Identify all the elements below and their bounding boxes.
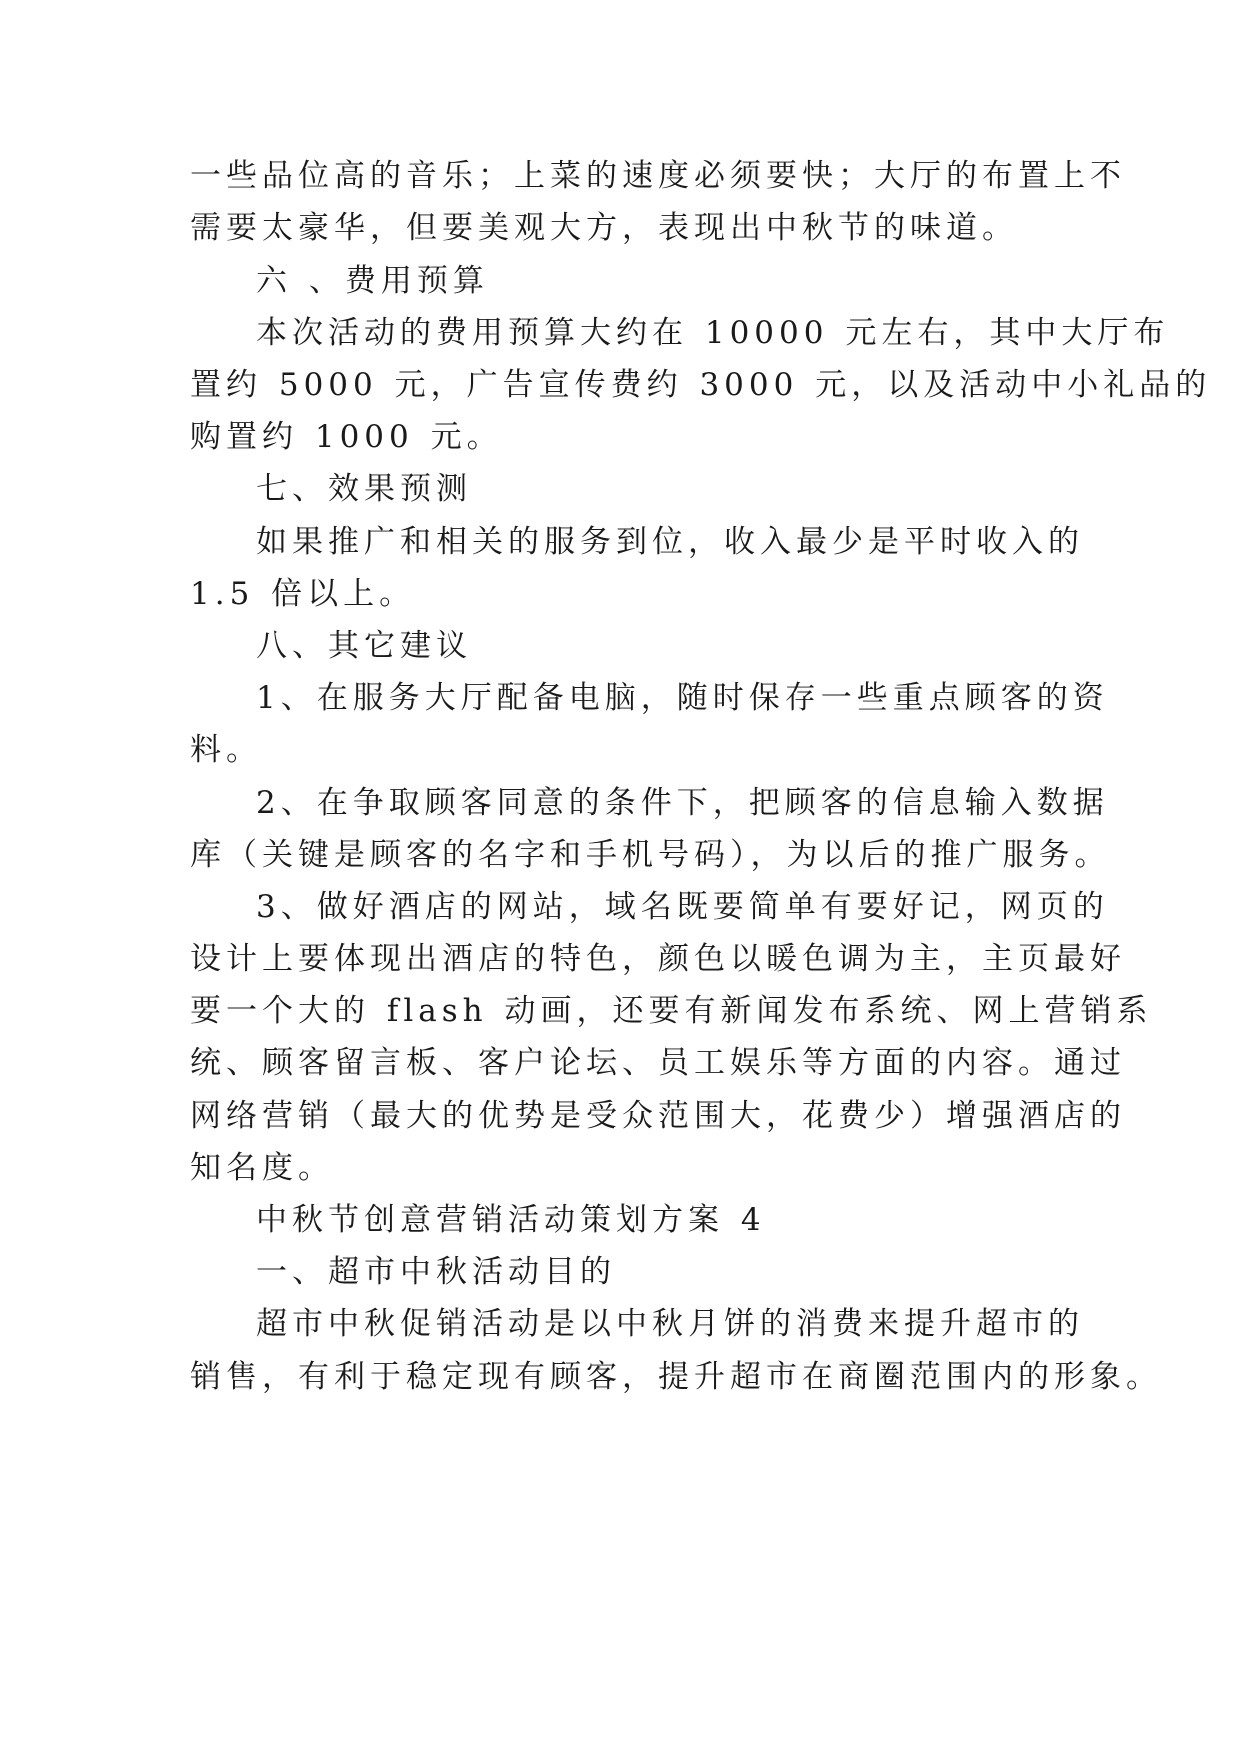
paragraph-line: 料。 (190, 732, 262, 768)
paragraph-line: 1、在服务大厅配备电脑，随时保存一些重点顾客的资 (256, 680, 1109, 716)
paragraph-line: 设计上要体现出酒店的特色，颜色以暖色调为主，主页最好 (190, 941, 1126, 977)
paragraph-line: 如果推广和相关的服务到位，收入最少是平时收入的 (256, 524, 1084, 560)
paragraph-line: 需要太豪华，但要美观大方，表现出中秋节的味道。 (190, 210, 1018, 246)
paragraph-line: 置约 5000 元，广告宣传费约 3000 元，以及活动中小礼品的 (190, 367, 1212, 403)
paragraph-line: 要一个大的 flash 动画，还要有新闻发布系统、网上营销系 (190, 993, 1153, 1029)
paragraph-line: 2、在争取顾客同意的条件下，把顾客的信息输入数据 (256, 785, 1109, 821)
paragraph-line: 知名度。 (190, 1150, 334, 1186)
paragraph-line: 统、顾客留言板、客户论坛、员工娱乐等方面的内容。通过 (190, 1045, 1126, 1081)
paragraph-line: 一些品位高的音乐；上菜的速度必须要快；大厅的布置上不 (190, 158, 1126, 194)
document-subtitle: 中秋节创意营销活动策划方案 4 (256, 1202, 766, 1238)
paragraph-line: 库（关键是顾客的名字和手机号码），为以后的推广服务。 (190, 837, 1111, 873)
section-heading: 八、其它建议 (256, 628, 472, 664)
paragraph-line: 网络营销（最大的优势是受众范围大，花费少）增强酒店的 (190, 1098, 1126, 1134)
section-heading: 六 、费用预算 (256, 263, 489, 299)
paragraph-line: 销售，有利于稳定现有顾客，提升超市在商圈范围内的形象。 (190, 1359, 1162, 1395)
paragraph-line: 超市中秋促销活动是以中秋月饼的消费来提升超市的 (256, 1306, 1084, 1342)
paragraph-line: 本次活动的费用预算大约在 10000 元左右，其中大厅布 (256, 315, 1170, 351)
section-heading: 一、超市中秋活动目的 (256, 1254, 616, 1290)
paragraph-line: 购置约 1000 元。 (190, 419, 503, 455)
paragraph-line: 3、做好酒店的网站，域名既要简单有要好记，网页的 (256, 889, 1109, 925)
paragraph-line: 1.5 倍以上。 (190, 576, 416, 612)
section-heading: 七、效果预测 (256, 471, 472, 507)
